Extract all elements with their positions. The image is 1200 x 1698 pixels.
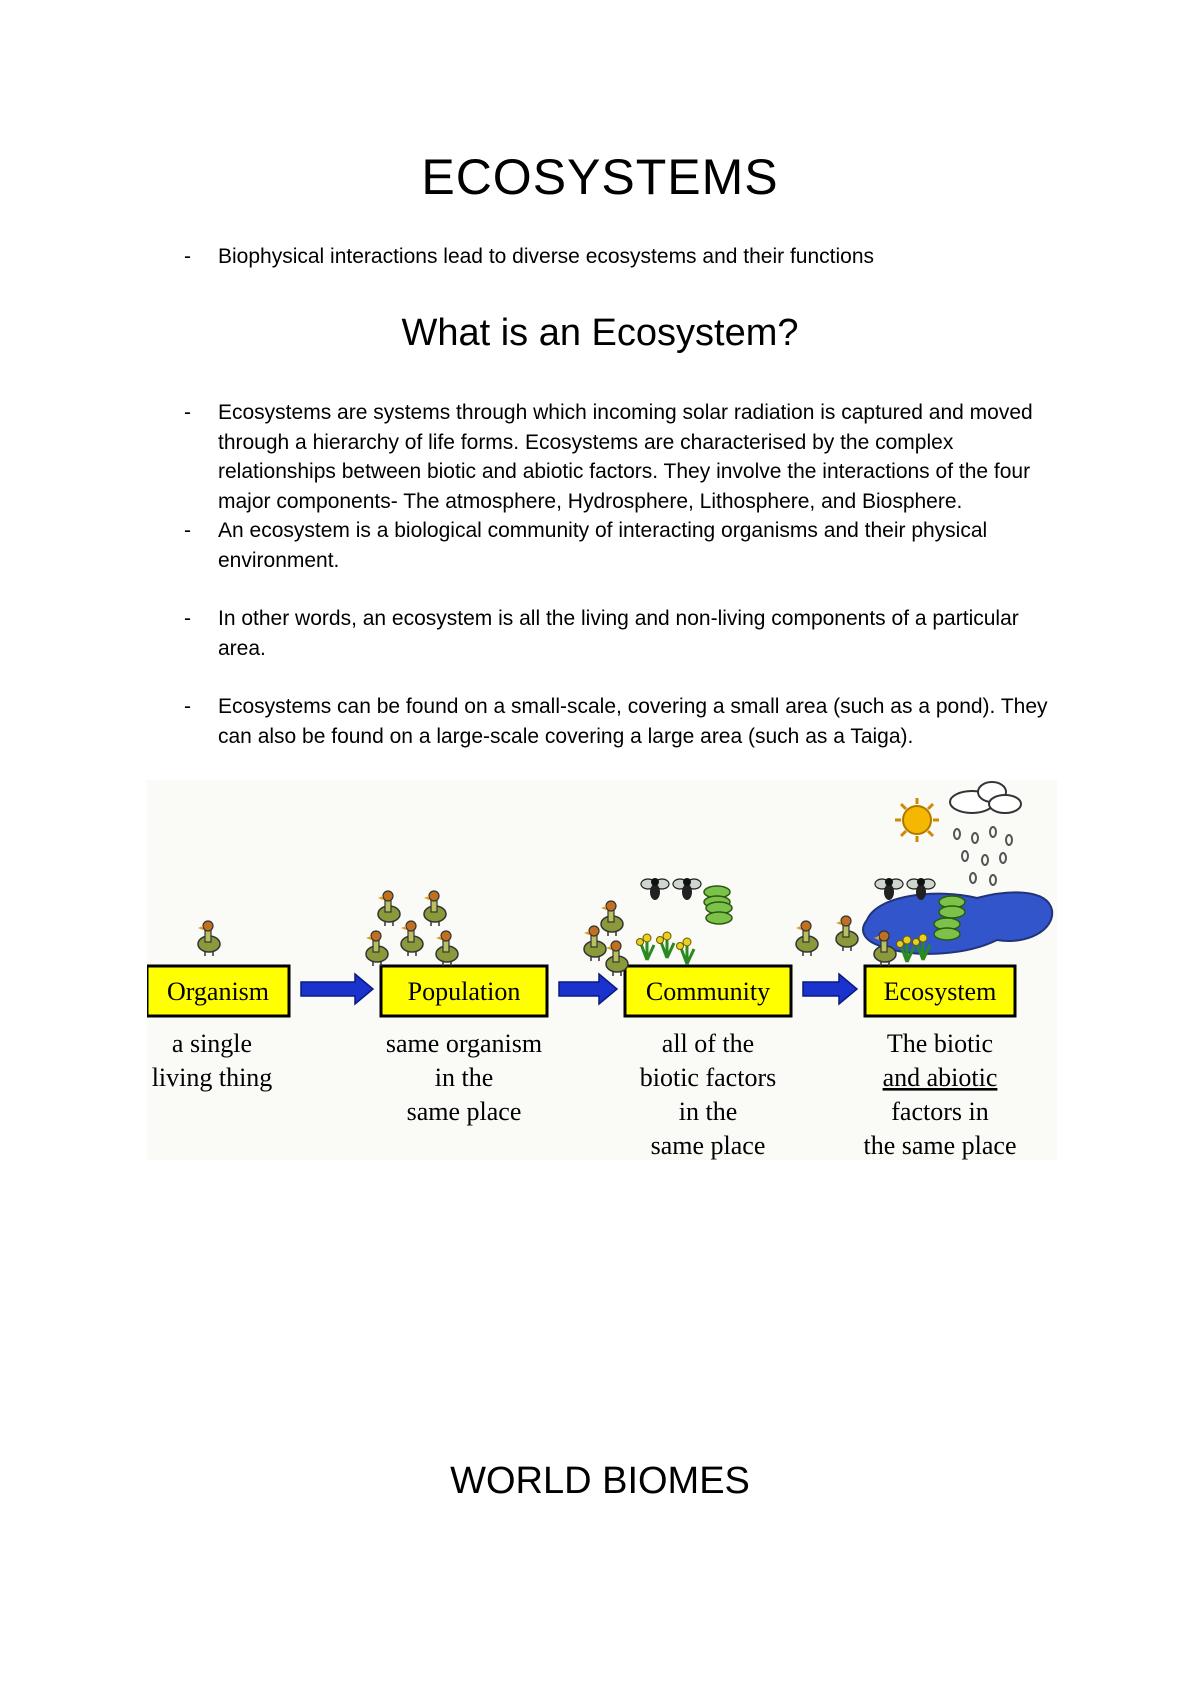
- stage-label: Population: [407, 977, 521, 1006]
- lily-pad-icon: [939, 896, 965, 918]
- stage-description-line: same organism: [385, 1029, 543, 1058]
- definition-bullet: - Ecosystems can be found on a small-scale, covering a small area (such as a pond). They can also be found on a large-scale covering a large area (such as a Taiga).: [180, 692, 1060, 751]
- stage-description-line: biotic factors: [639, 1063, 777, 1092]
- stage-description-line: a single: [171, 1029, 253, 1058]
- stage-description-line: same place: [406, 1097, 522, 1126]
- definition-bullet: - Ecosystems are systems through which incoming solar radiation is captured and moved through a hierarchy of life forms. Ecosystems are characterised by the complex relationships between biotic and abiotic factors. They involve the interactions of the four major components- The atmosphere, Hydrosphere, Lithosphere, and Biosphere.: [180, 398, 1060, 516]
- stage-label: Community: [645, 977, 771, 1006]
- page-title: ECOSYSTEMS: [421, 149, 779, 205]
- definition-bullet-list: [180, 398, 1060, 751]
- section-subtitle: What is an Ecosystem?: [401, 312, 799, 354]
- stage-description-line: The biotic: [886, 1029, 994, 1058]
- intro-bullet-list: [180, 242, 1060, 272]
- stage-label: Organism: [166, 977, 270, 1006]
- world-biomes-heading: WORLD BIOMES: [450, 1460, 750, 1502]
- stage-description-line: the same place: [863, 1131, 1017, 1160]
- stage-description-line: and abiotic: [882, 1063, 998, 1092]
- definition-bullet: - In other words, an ecosystem is all the living and non-living components of a particular area.: [180, 604, 1060, 663]
- definition-bullet: - An ecosystem is a biological community of interacting organisms and their physical environment.: [180, 516, 1060, 575]
- stage-description-line: in the: [678, 1097, 738, 1126]
- intro-bullet: - Biophysical interactions lead to diverse ecosystems and their functions: [180, 242, 1060, 272]
- stage-description-line: living thing: [151, 1063, 273, 1092]
- lily-pad-icon: [706, 902, 732, 924]
- stage-description-line: all of the: [661, 1029, 755, 1058]
- stage-description-line: same place: [650, 1131, 766, 1160]
- stage-description-line: in the: [434, 1063, 494, 1092]
- stage-description-line: factors in: [891, 1097, 989, 1126]
- lily-pad-icon: [934, 918, 960, 940]
- stage-label: Ecosystem: [883, 977, 997, 1006]
- ecosystem-hierarchy-diagram: [147, 780, 1057, 1160]
